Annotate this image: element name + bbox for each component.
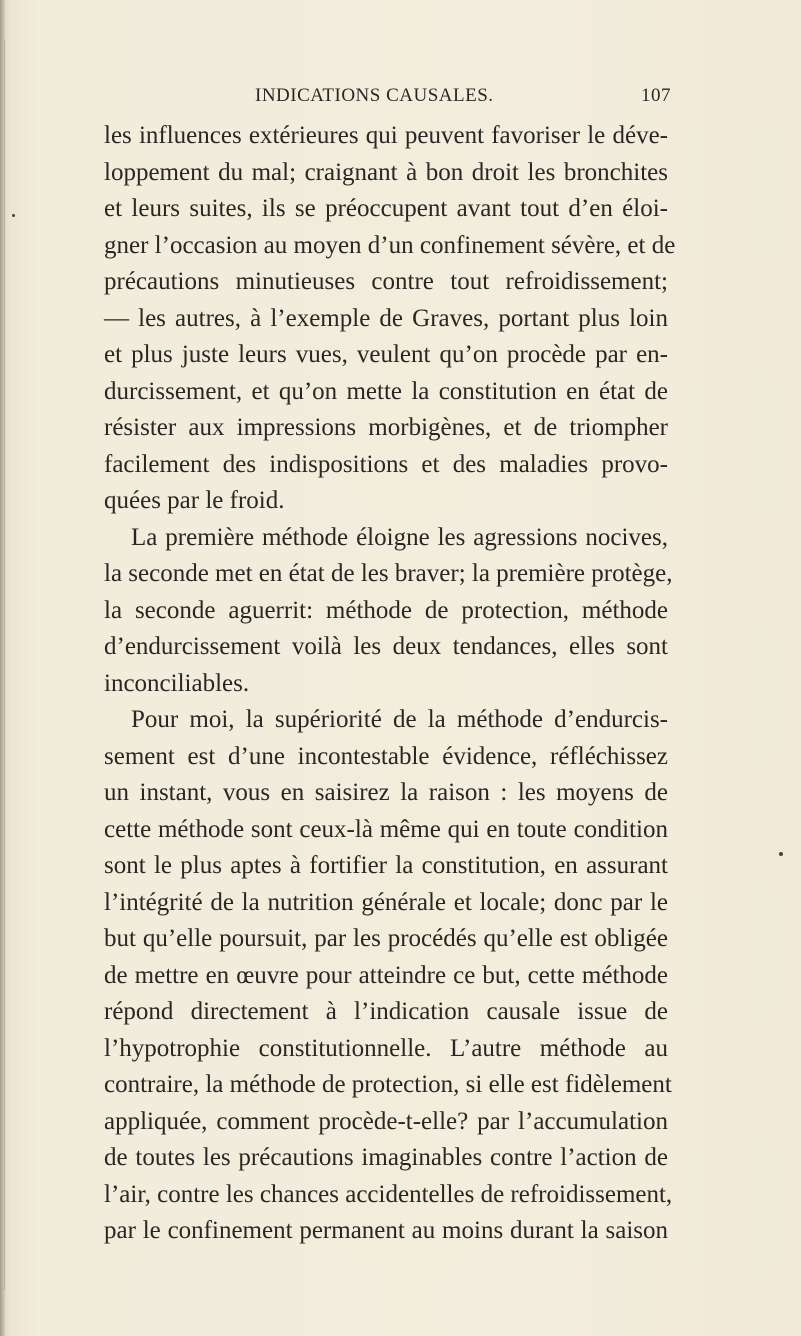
text-line: l’intégrité de la nutrition générale et locale; donc par le [104, 888, 668, 916]
text-line: sement est d’une incontestable évidence, réfléchissez [104, 742, 668, 770]
running-title: INDICATIONS CAUSALES. [255, 85, 494, 106]
page-number: 107 [641, 85, 671, 106]
text-line: Pour moi, la supériorité de la méthode d’endurcis- [131, 706, 668, 733]
text-line: durcissement, et qu’on mette la constitution en état de [104, 377, 668, 405]
text-line: — les autres, à l’exemple de Graves, portant plus loin [104, 304, 668, 332]
body-text [104, 118, 676, 1250]
page-gutter-shadow [0, 0, 6, 1336]
text-line: facilement des indispositions et des maladies provo- [104, 450, 668, 478]
text-line: les influences extérieures qui peuvent favoriser le déve- [104, 122, 668, 149]
text-line: et plus juste leurs vues, veulent qu’on procède par en- [104, 341, 668, 368]
text-line: l’air, contre les chances accidentelles de refroidissement, [104, 1180, 673, 1208]
text-line: et leurs suites, ils se préoccupent avant tout d’en éloi- [104, 195, 668, 222]
text-line: un instant, vous en saisirez la raison : les moyens de [104, 779, 668, 806]
paper-speck [779, 852, 783, 856]
text-line: sont le plus aptes à fortifier la constitution, en assurant [104, 852, 668, 879]
text-line: la seconde met en état de les braver; la première protège, [104, 560, 673, 587]
text-line: la seconde aguerrit: méthode de protection, méthode [104, 596, 668, 624]
text-line: inconciliables. [104, 669, 250, 697]
text-line: précautions minutieuses contre tout refroidissement; [104, 268, 668, 295]
paper-speck [12, 214, 15, 217]
text-line: loppement du mal; craignant à bon droit les bronchites [104, 158, 668, 186]
running-head [255, 85, 675, 111]
text-line: de mettre en œuvre pour atteindre ce but, cette méthode [104, 961, 668, 989]
text-line: but qu’elle poursuit, par les procédés qu’elle est obligée [104, 925, 668, 952]
page-gutter-line [4, 40, 5, 1290]
text-line: cette méthode sont ceux-là même qui en toute condition [104, 815, 668, 843]
text-line: par le confinement permanent au moins durant la saison [104, 1217, 668, 1244]
text-line: quées par le froid. [104, 487, 285, 514]
text-line: contraire, la méthode de protection, si elle est fidèlement [104, 1071, 672, 1098]
text-line: de toutes les précautions imaginables contre l’action de [104, 1144, 668, 1171]
text-line: l’hypotrophie constitutionnelle. L’autre méthode au [104, 1034, 668, 1062]
text-line: d’endurcissement voilà les deux tendances, elles sont [104, 633, 668, 660]
text-line: résister aux impressions morbigènes, et de triompher [104, 414, 668, 441]
text-line: gner l’occasion au moyen d’un confinement sévère, et de [104, 231, 676, 259]
text-line: répond directement à l’indication causale issue de [104, 998, 668, 1025]
text-line: La première méthode éloigne les agressions nocives, [131, 523, 668, 551]
text-line: appliquée, comment procède-t-elle? par l’accumulation [104, 1107, 668, 1135]
